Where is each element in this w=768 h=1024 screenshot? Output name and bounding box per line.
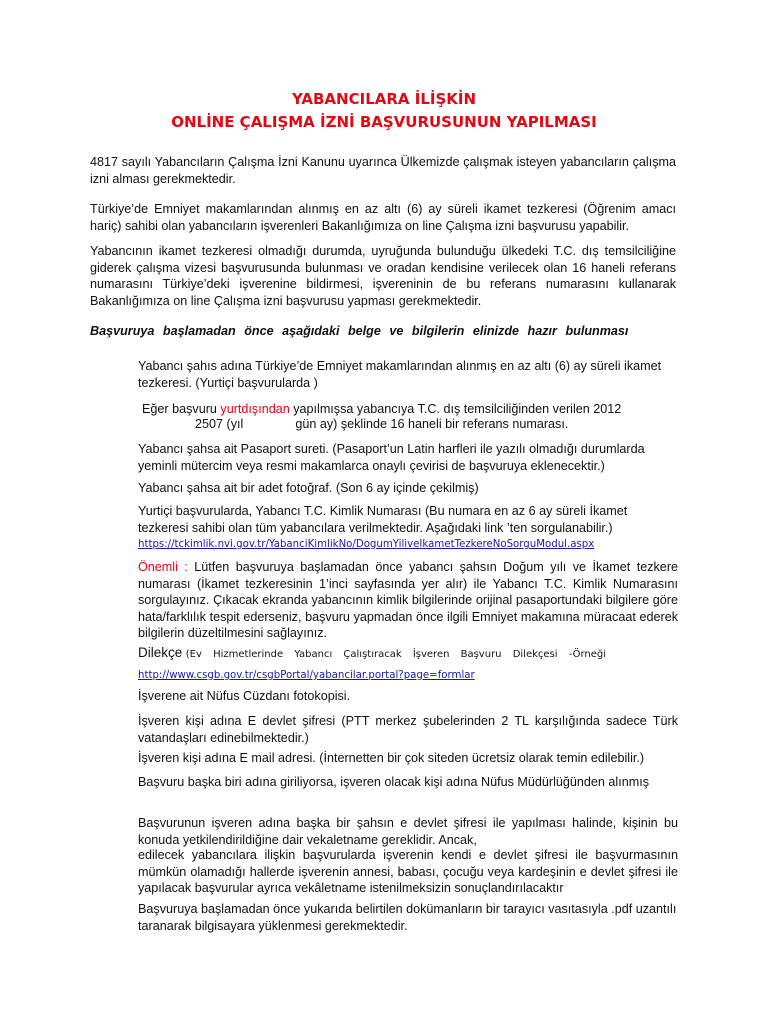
item-reference-line2: [195, 416, 675, 433]
paragraph-law: 4817 sayılı Yabancıların Çalışma İzni Kanunu uyarınca Ülkemizde çalışmak isteyen yabancıların çalışma izni alması gerekmektedir.: [90, 155, 676, 186]
item-registry-document: Başvuru başka biri adına giriliyorsa, işveren olacak kişi adına Nüfus Müdürlüğünden alınmış: [138, 775, 650, 789]
item-reference-daymonth: gün ay) şeklinde 16 haneli bir referans numarası.: [295, 417, 569, 431]
item-photo: Yabancı şahsa ait bir adet fotoğraf. (Son 6 ay içinde çekilmiş): [138, 481, 479, 495]
item-important-note: [138, 559, 678, 642]
item-reference-text-b: yapılmışsa yabancıya T.C. dış temsilciliğinden verilen 2012: [289, 402, 622, 416]
section-heading: Başvuruya başlamadan önce aşağıdaki belge ve bilgilerin elinizde hazır bulunması: [90, 324, 629, 338]
item-residence-permit: Yabancı şahıs adına Türkiye’de Emniyet makamlarından alınmış en az altı (6) ay süreli ikamet tezkeresi. (Yurtiçi başvurularda ): [138, 359, 662, 390]
item-reference-abroad: yurtdışından: [220, 402, 290, 416]
item-reference-text-a: Eğer başvuru: [142, 402, 221, 416]
petition-label: Dilekçe: [138, 645, 183, 660]
item-reference-year: 2507 (yıl: [195, 417, 244, 431]
document-title-line1: YABANCILARA İLİŞKİN: [291, 90, 477, 108]
item-power-of-attorney: Başvurunun işveren adına başka bir şahsın e devlet şifresi ile yapılması halinde, kişinin bu konuda yetkilendirildiğine dair vekaletname gereklidir. Ancak,: [138, 816, 678, 847]
item-family-password: edilecek yabancılara ilişkin başvurularda işverenin kendi e devlet şifresi ile başvurmasının mümkün olamadığı hallerde işverenin annesi, babası, çocuğu veya kardeşinin e devlet şifresi ile yapılacak başvurular ayrıca vekâletname istenilmeksizin sonuçlandırılacaktır: [138, 848, 678, 896]
item-petition: [138, 645, 678, 664]
tc-kimlik-link-wrap: [138, 535, 594, 554]
important-text: Lütfen başvuruya başlamadan önce yabancı şahsın Doğum yılı ve İkamet tezkere numarası (İkamet tezkeresinin 1’inci sayfasında yer alır) ile Yabancı T.C. Kimlik Numarasını sorgulayınız. Çıkacak ekranda yabancının kimlik bilgilerinde orijinal pasaportundaki bilgilere göre hata/farklılık tespit ederseniz, başvuru yapmadan önce ilgili Emniyet makamına müracaat ederek bilgilerin düzeltilmesini sağlayınız.: [138, 560, 679, 641]
important-label: Önemli :: [138, 560, 195, 574]
item-scanned-documents: Başvuruya başlamadan önce yukarıda belirtilen dokümanların bir tarayıcı vasıtasıyla .pdf uzantılı taranarak bilgisayara yüklenmesi gerekmektedir.: [138, 902, 677, 933]
csgb-forms-link[interactable]: http://www.csgb.gov.tr/csgbPortal/yabancilar.portal?page=formlar: [138, 670, 475, 681]
item-tc-id-number: Yurtiçi başvurularda, Yabancı T.C. Kimlik Numarası (Bu numara en az 6 ay süreli İkamet tezkeresi sahibi olan tüm yabancılara verilmektedir. Aşağıdaki link ’ten sorgulanabilir.): [138, 504, 628, 535]
item-email-address: İşveren kişi adına E mail adresi. (İnternetten bir çok siteden ücretsiz olarak temin edilebilir.): [138, 751, 645, 765]
document-title-line2: ONLİNE ÇALIŞMA İZNİ BAŞVURUSUNUN YAPILMASI: [171, 113, 597, 131]
item-passport: Yabancı şahsa ait Pasaport sureti. (Pasaport’un Latin harfleri ile yazılı olmadığı durumlarda yeminli mütercim veya resmi makamlarca onaylı çevirisi de başvuruya eklenecektir.): [138, 442, 645, 473]
paragraph-residence-permit: Türkiye’de Emniyet makamlarından alınmış en az altı (6) ay süreli ikamet tezkeresi (Öğrenim amacı hariç) sahibi olan yabancıların işverenleri Bakanlığımıza on line Çalışma izni başvurusu yapabilir.: [90, 202, 676, 233]
item-edevlet-password: İşveren kişi adına E devlet şifresi (PTT merkez şubelerinden 2 TL karşılığında sadece Türk vatandaşları edinebilmektedir.): [138, 714, 678, 745]
petition-description: (Ev Hizmetlerinde Yabancı Çalıştıracak İşveren Başvuru Dilekçesi -Örneği: [185, 649, 607, 660]
csgb-link-wrap: [138, 666, 475, 685]
item-id-card-copy: İşverene ait Nüfus Cüzdanı fotokopisi.: [138, 689, 351, 703]
tc-kimlik-link[interactable]: https://tckimlik.nvi.gov.tr/YabanciKimlikNo/DogumYiliveIkametTezkereNoSorguModul.aspx: [138, 539, 595, 550]
paragraph-visa-reference: Yabancının ikamet tezkeresi olmadığı durumda, uyruğunda bulunduğu ülkedeki T.C. dış temsilciliğine giderek çalışma vizesi başvurusunda bulunması ve oradan kendisine verilecek olan 16 haneli referans numarasını Türkiye’deki işverenine bildirmesi, işvereninin de bu referans numarasını kullanarak Bakanlığımıza on line Çalışma izni başvurusu yapması gerekmektedir.: [90, 244, 676, 308]
